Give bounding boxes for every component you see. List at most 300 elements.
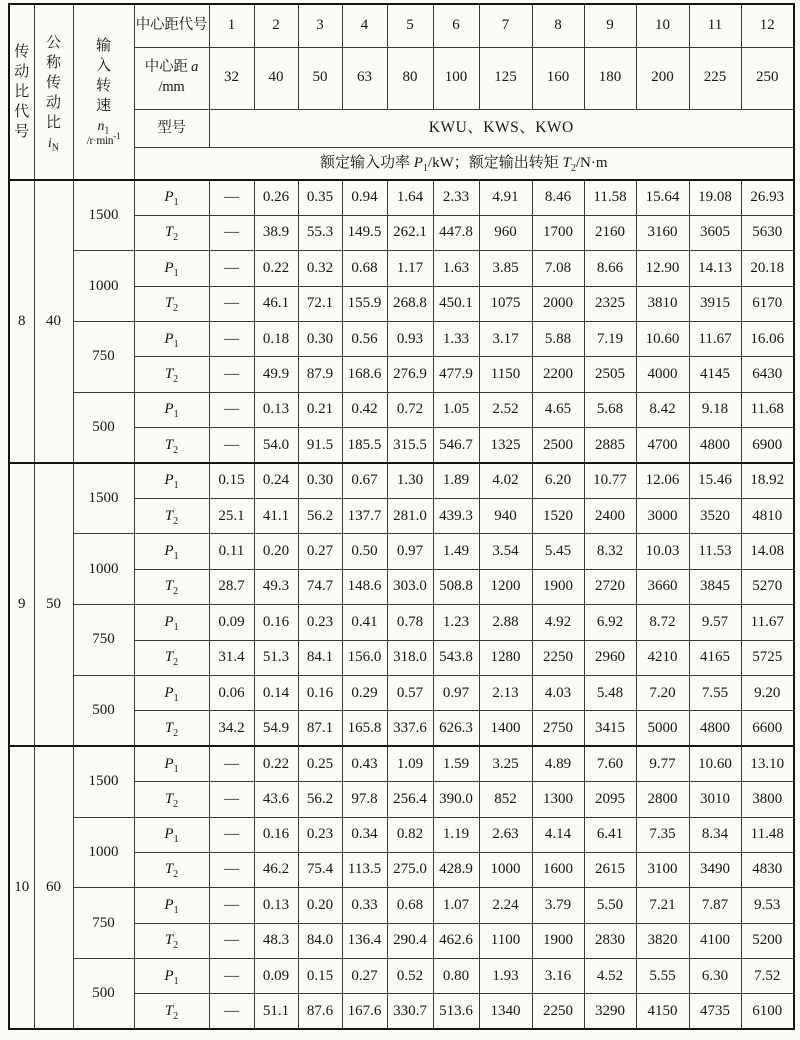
p1-row-label: $P_1$ [134, 463, 209, 498]
p1-value-cell: 10.03 [636, 534, 689, 569]
input-speed-cell: 1000 [73, 817, 134, 888]
p1-value-cell: 4.02 [479, 463, 532, 498]
t2-value-cell: 3520 [689, 499, 741, 534]
p1-value-cell: 5.50 [584, 888, 636, 923]
p1-value-cell: — [209, 180, 254, 215]
p1-value-cell: 8.66 [584, 251, 636, 286]
t2-value-cell: 1600 [532, 852, 584, 887]
p1-value-cell: 7.19 [584, 322, 636, 357]
p1-value-cell: 11.67 [689, 322, 741, 357]
t2-value-cell: 5200 [741, 923, 794, 958]
t2-value-cell: 940 [479, 499, 532, 534]
t2-value-cell: 1325 [479, 428, 532, 463]
p1-value-cell: 11.68 [741, 392, 794, 427]
p1-value-cell: 20.18 [741, 251, 794, 286]
p1-value-cell: 0.57 [387, 675, 433, 710]
nominal-ratio-symbol: $i_N$ [48, 135, 59, 154]
p1-value-cell: 1.59 [433, 746, 479, 781]
center-distance-cell: 100 [433, 47, 479, 109]
t2-value-cell: 6430 [741, 357, 794, 392]
p1-value-cell: — [209, 746, 254, 781]
t2-value-cell: 390.0 [433, 782, 479, 817]
t2-value-cell: 55.3 [298, 215, 342, 250]
p1-value-cell: 0.13 [254, 888, 298, 923]
p1-row-label: $P_1$ [134, 817, 209, 852]
center-distance-cell: 180 [584, 47, 636, 109]
t2-value-cell: 2885 [584, 428, 636, 463]
t2-value-cell: 3000 [636, 499, 689, 534]
t2-value-cell: 3010 [689, 782, 741, 817]
p1-value-cell: 0.15 [298, 959, 342, 994]
p1-value-cell: 0.14 [254, 675, 298, 710]
p1-value-cell: 4.65 [532, 392, 584, 427]
p1-value-cell: 1.93 [479, 959, 532, 994]
t2-value-cell: 34.2 [209, 711, 254, 746]
t2-value-cell: 149.5 [342, 215, 387, 250]
p1-value-cell: 9.20 [741, 675, 794, 710]
p1-row-label: $P_1$ [134, 392, 209, 427]
p1-row-label: $P_1$ [134, 180, 209, 215]
t2-value-cell: 477.9 [433, 357, 479, 392]
t2-value-cell: 4830 [741, 852, 794, 887]
p1-value-cell: 6.20 [532, 463, 584, 498]
t2-value-cell: 4000 [636, 357, 689, 392]
t2-value-cell: 276.9 [387, 357, 433, 392]
p1-value-cell: 7.21 [636, 888, 689, 923]
input-speed-cell: 1500 [73, 463, 134, 534]
p1-row-label: $P_1$ [134, 251, 209, 286]
center-code-cell: 8 [532, 4, 584, 47]
t2-value-cell: 5270 [741, 569, 794, 604]
t2-value-cell: 5000 [636, 711, 689, 746]
t2-value-cell: 28.7 [209, 569, 254, 604]
t2-value-cell: 4100 [689, 923, 741, 958]
p1-value-cell: 5.48 [584, 675, 636, 710]
p1-value-cell: 9.53 [741, 888, 794, 923]
p1-value-cell: 0.43 [342, 746, 387, 781]
p1-row-label: $P_1$ [134, 675, 209, 710]
t2-value-cell: 281.0 [387, 499, 433, 534]
p1-value-cell: 0.67 [342, 463, 387, 498]
t2-value-cell: 290.4 [387, 923, 433, 958]
input-speed-cell: 750 [73, 322, 134, 393]
p1-value-cell: 11.48 [741, 817, 794, 852]
t2-value-cell: 303.0 [387, 569, 433, 604]
t2-value-cell: 168.6 [342, 357, 387, 392]
p1-value-cell: 0.78 [387, 605, 433, 640]
p1-value-cell: 8.32 [584, 534, 636, 569]
t2-value-cell: 31.4 [209, 640, 254, 675]
nominal-ratio-column-header [34, 4, 73, 180]
p1-value-cell: 0.21 [298, 392, 342, 427]
t2-value-cell: 3160 [636, 215, 689, 250]
p1-value-cell: 0.16 [254, 605, 298, 640]
t2-row-label: $T_2$ [134, 852, 209, 887]
center-code-row-label: 中心距代号 [134, 4, 209, 47]
p1-value-cell: 14.08 [741, 534, 794, 569]
p1-value-cell: 5.68 [584, 392, 636, 427]
t2-value-cell: 4700 [636, 428, 689, 463]
t2-value-cell: — [209, 357, 254, 392]
p1-value-cell: 0.94 [342, 180, 387, 215]
p1-value-cell: 3.25 [479, 746, 532, 781]
p1-value-cell: 2.88 [479, 605, 532, 640]
p1-value-cell: 0.30 [298, 463, 342, 498]
center-code-cell: 6 [433, 4, 479, 47]
input-speed-cell: 500 [73, 959, 134, 1030]
t2-value-cell: 56.2 [298, 782, 342, 817]
center-distance-cell: 225 [689, 47, 741, 109]
t2-value-cell: 2960 [584, 640, 636, 675]
p1-value-cell: 1.30 [387, 463, 433, 498]
p1-row-label: $P_1$ [134, 534, 209, 569]
center-distance-unit: /mm [158, 79, 185, 95]
t2-value-cell: 6600 [741, 711, 794, 746]
t2-value-cell: 256.4 [387, 782, 433, 817]
p1-value-cell: 0.72 [387, 392, 433, 427]
t2-value-cell: 3845 [689, 569, 741, 604]
t2-value-cell: 84.0 [298, 923, 342, 958]
ratio-code-cell: 8 [9, 180, 34, 463]
p1-value-cell: 1.49 [433, 534, 479, 569]
p1-row-label: $P_1$ [134, 605, 209, 640]
t2-value-cell: 2500 [532, 428, 584, 463]
p1-value-cell: 1.09 [387, 746, 433, 781]
t2-value-cell: 155.9 [342, 286, 387, 321]
t2-value-cell: 462.6 [433, 923, 479, 958]
t2-value-cell: 4800 [689, 711, 741, 746]
input-speed-cell: 1500 [73, 746, 134, 817]
p1-value-cell: 0.68 [387, 888, 433, 923]
t2-value-cell: 3490 [689, 852, 741, 887]
ratio-code-cell: 10 [9, 746, 34, 1029]
t2-value-cell: 1300 [532, 782, 584, 817]
t2-value-cell: 54.9 [254, 711, 298, 746]
t2-value-cell: 136.4 [342, 923, 387, 958]
p1-value-cell: 19.08 [689, 180, 741, 215]
p1-value-cell: 5.55 [636, 959, 689, 994]
t2-value-cell: 3290 [584, 994, 636, 1029]
t2-value-cell: 447.8 [433, 215, 479, 250]
t2-row-label: $T_2$ [134, 711, 209, 746]
p1-value-cell: 0.09 [254, 959, 298, 994]
p1-value-cell: 0.23 [298, 605, 342, 640]
t2-value-cell: 2830 [584, 923, 636, 958]
p1-value-cell: 7.52 [741, 959, 794, 994]
t2-value-cell: 5630 [741, 215, 794, 250]
center-code-cell: 5 [387, 4, 433, 47]
p1-value-cell: 6.92 [584, 605, 636, 640]
t2-value-cell: 4735 [689, 994, 741, 1029]
p1-value-cell: 15.64 [636, 180, 689, 215]
p1-value-cell: 3.85 [479, 251, 532, 286]
t2-value-cell: 6900 [741, 428, 794, 463]
t2-value-cell: 4145 [689, 357, 741, 392]
t2-value-cell: 4165 [689, 640, 741, 675]
t2-value-cell: 1280 [479, 640, 532, 675]
p1-value-cell: 5.88 [532, 322, 584, 357]
t2-value-cell: 91.5 [298, 428, 342, 463]
p1-value-cell: 1.19 [433, 817, 479, 852]
center-distance-cell: 32 [209, 47, 254, 109]
t2-value-cell: 25.1 [209, 499, 254, 534]
p1-value-cell: 0.24 [254, 463, 298, 498]
p1-value-cell: 4.03 [532, 675, 584, 710]
t2-value-cell: 4800 [689, 428, 741, 463]
t2-value-cell: 546.7 [433, 428, 479, 463]
p1-value-cell: 0.16 [254, 817, 298, 852]
p1-value-cell: 4.92 [532, 605, 584, 640]
p1-value-cell: 7.87 [689, 888, 741, 923]
p1-value-cell: 8.42 [636, 392, 689, 427]
p1-row-label: $P_1$ [134, 959, 209, 994]
t2-value-cell: 626.3 [433, 711, 479, 746]
p1-value-cell: 13.10 [741, 746, 794, 781]
p1-value-cell: 1.17 [387, 251, 433, 286]
p1-value-cell: 0.34 [342, 817, 387, 852]
p1-value-cell: — [209, 959, 254, 994]
t2-value-cell: 428.9 [433, 852, 479, 887]
nominal-ratio-cell: 50 [34, 463, 73, 746]
p1-value-cell: 3.54 [479, 534, 532, 569]
center-code-cell: 10 [636, 4, 689, 47]
p1-value-cell: 0.18 [254, 322, 298, 357]
p1-value-cell: 1.33 [433, 322, 479, 357]
t2-value-cell: 960 [479, 215, 532, 250]
p1-value-cell: 0.35 [298, 180, 342, 215]
p1-value-cell: 7.60 [584, 746, 636, 781]
p1-value-cell: 3.17 [479, 322, 532, 357]
p1-value-cell: 0.16 [298, 675, 342, 710]
t2-value-cell: 74.7 [298, 569, 342, 604]
t2-value-cell: 318.0 [387, 640, 433, 675]
t2-value-cell: 1150 [479, 357, 532, 392]
model-value-cell: KWU、KWS、KWO [209, 109, 794, 147]
p1-value-cell: — [209, 392, 254, 427]
t2-value-cell: 84.1 [298, 640, 342, 675]
p1-value-cell: 0.56 [342, 322, 387, 357]
p1-value-cell: 10.60 [636, 322, 689, 357]
center-code-cell: 7 [479, 4, 532, 47]
p1-value-cell: 0.93 [387, 322, 433, 357]
t2-value-cell: 6100 [741, 994, 794, 1029]
p1-value-cell: 7.08 [532, 251, 584, 286]
t2-value-cell: 87.6 [298, 994, 342, 1029]
p1-value-cell: 0.30 [298, 322, 342, 357]
p1-value-cell: 11.67 [741, 605, 794, 640]
center-code-cell: 1 [209, 4, 254, 47]
t2-value-cell: 2095 [584, 782, 636, 817]
p1-row-label: $P_1$ [134, 322, 209, 357]
p1-value-cell: 0.29 [342, 675, 387, 710]
p1-value-cell: 4.91 [479, 180, 532, 215]
t2-value-cell: 439.3 [433, 499, 479, 534]
t2-value-cell: 46.1 [254, 286, 298, 321]
p1-value-cell: 0.26 [254, 180, 298, 215]
p1-value-cell: 11.58 [584, 180, 636, 215]
t2-value-cell: 113.5 [342, 852, 387, 887]
t2-value-cell: 2800 [636, 782, 689, 817]
p1-value-cell: 1.64 [387, 180, 433, 215]
p1-value-cell: 9.57 [689, 605, 741, 640]
t2-value-cell: 43.6 [254, 782, 298, 817]
center-code-cell: 11 [689, 4, 741, 47]
t2-value-cell: 185.5 [342, 428, 387, 463]
t2-value-cell: 3100 [636, 852, 689, 887]
p1-value-cell: 2.24 [479, 888, 532, 923]
t2-value-cell: 51.1 [254, 994, 298, 1029]
p1-value-cell: 0.27 [298, 534, 342, 569]
t2-value-cell: 6170 [741, 286, 794, 321]
t2-value-cell: 2200 [532, 357, 584, 392]
p1-value-cell: 1.07 [433, 888, 479, 923]
p1-value-cell: 18.92 [741, 463, 794, 498]
input-speed-cell: 500 [73, 675, 134, 746]
p1-value-cell: 0.42 [342, 392, 387, 427]
t2-value-cell: 1900 [532, 923, 584, 958]
t2-value-cell: 2250 [532, 994, 584, 1029]
t2-value-cell: 268.8 [387, 286, 433, 321]
p1-value-cell: — [209, 322, 254, 357]
p1-value-cell: 7.35 [636, 817, 689, 852]
rating-note-cell: 额定输入功率 $P_1/kW$；额定输出转矩 $T_2/N\cdot m$ [134, 147, 794, 180]
center-code-cell: 3 [298, 4, 342, 47]
p1-value-cell: 4.14 [532, 817, 584, 852]
p1-value-cell: 1.63 [433, 251, 479, 286]
p1-row-label: $P_1$ [134, 746, 209, 781]
t2-value-cell: 5725 [741, 640, 794, 675]
t2-value-cell: — [209, 852, 254, 887]
p1-value-cell: 0.25 [298, 746, 342, 781]
t2-value-cell: 2000 [532, 286, 584, 321]
p1-row-label: $P_1$ [134, 888, 209, 923]
t2-row-label: $T_2$ [134, 428, 209, 463]
p1-value-cell: 0.52 [387, 959, 433, 994]
t2-value-cell: 2160 [584, 215, 636, 250]
p1-value-cell: 8.34 [689, 817, 741, 852]
t2-value-cell: — [209, 215, 254, 250]
center-code-cell: 12 [741, 4, 794, 47]
center-distance-row-label [134, 47, 209, 109]
p1-value-cell: 0.50 [342, 534, 387, 569]
center-code-cell: 4 [342, 4, 387, 47]
t2-value-cell: 72.1 [298, 286, 342, 321]
p1-value-cell: 0.27 [342, 959, 387, 994]
p1-value-cell: 9.18 [689, 392, 741, 427]
t2-row-label: $T_2$ [134, 640, 209, 675]
p1-value-cell: 3.16 [532, 959, 584, 994]
t2-row-label: $T_2$ [134, 357, 209, 392]
p1-value-cell: 1.89 [433, 463, 479, 498]
p1-value-cell: 0.06 [209, 675, 254, 710]
t2-value-cell: 1100 [479, 923, 532, 958]
center-code-cell: 9 [584, 4, 636, 47]
t2-value-cell: 97.8 [342, 782, 387, 817]
p1-value-cell: 0.22 [254, 251, 298, 286]
center-distance-cell: 125 [479, 47, 532, 109]
input-speed-cell: 1000 [73, 534, 134, 605]
p1-value-cell: 3.79 [532, 888, 584, 923]
t2-value-cell: — [209, 782, 254, 817]
t2-row-label: $T_2$ [134, 923, 209, 958]
p1-value-cell: 7.55 [689, 675, 741, 710]
p1-value-cell: 10.77 [584, 463, 636, 498]
t2-value-cell: 2505 [584, 357, 636, 392]
t2-value-cell: 4210 [636, 640, 689, 675]
p1-value-cell: 14.13 [689, 251, 741, 286]
p1-value-cell: 0.15 [209, 463, 254, 498]
t2-value-cell: 262.1 [387, 215, 433, 250]
p1-value-cell: 0.32 [298, 251, 342, 286]
ratio-code-column-header [9, 4, 34, 180]
p1-value-cell: 0.11 [209, 534, 254, 569]
t2-value-cell: 1000 [479, 852, 532, 887]
t2-value-cell: 148.6 [342, 569, 387, 604]
p1-value-cell: 6.30 [689, 959, 741, 994]
t2-value-cell: 1400 [479, 711, 532, 746]
t2-value-cell: 513.6 [433, 994, 479, 1029]
p1-value-cell: 0.82 [387, 817, 433, 852]
t2-value-cell: 1700 [532, 215, 584, 250]
t2-value-cell: — [209, 923, 254, 958]
p1-value-cell: 1.23 [433, 605, 479, 640]
t2-value-cell: 2750 [532, 711, 584, 746]
t2-value-cell: — [209, 428, 254, 463]
center-distance-cell: 160 [532, 47, 584, 109]
t2-row-label: $T_2$ [134, 782, 209, 817]
p1-value-cell: 4.52 [584, 959, 636, 994]
p1-value-cell: 2.33 [433, 180, 479, 215]
center-code-cell: 2 [254, 4, 298, 47]
t2-row-label: $T_2$ [134, 994, 209, 1029]
p1-value-cell: 0.97 [387, 534, 433, 569]
t2-value-cell: 1900 [532, 569, 584, 604]
t2-row-label: $T_2$ [134, 215, 209, 250]
t2-value-cell: 167.6 [342, 994, 387, 1029]
p1-value-cell: 6.41 [584, 817, 636, 852]
t2-row-label: $T_2$ [134, 286, 209, 321]
center-distance-cell: 250 [741, 47, 794, 109]
t2-value-cell: 3415 [584, 711, 636, 746]
p1-value-cell: 0.20 [254, 534, 298, 569]
p1-value-cell: 1.05 [433, 392, 479, 427]
t2-value-cell: 1075 [479, 286, 532, 321]
p1-value-cell: 8.46 [532, 180, 584, 215]
t2-value-cell: 4810 [741, 499, 794, 534]
t2-row-label: $T_2$ [134, 499, 209, 534]
p1-value-cell: 10.60 [689, 746, 741, 781]
gear-reducer-spec-table [8, 3, 795, 1030]
center-distance-label: 中心距 a [144, 59, 199, 76]
p1-value-cell: 11.53 [689, 534, 741, 569]
center-distance-cell: 80 [387, 47, 433, 109]
t2-value-cell: 3605 [689, 215, 741, 250]
p1-value-cell: 0.97 [433, 675, 479, 710]
t2-value-cell: 315.5 [387, 428, 433, 463]
input-speed-cell: 750 [73, 605, 134, 676]
t2-value-cell: 3915 [689, 286, 741, 321]
t2-value-cell: 75.4 [298, 852, 342, 887]
t2-value-cell: 330.7 [387, 994, 433, 1029]
p1-value-cell: 26.93 [741, 180, 794, 215]
input-speed-unit: $/r\cdot\min^{-1}$ [86, 131, 121, 147]
p1-value-cell: 2.13 [479, 675, 532, 710]
t2-value-cell: 337.6 [387, 711, 433, 746]
t2-value-cell: 38.9 [254, 215, 298, 250]
t2-value-cell: — [209, 994, 254, 1029]
p1-value-cell: 0.23 [298, 817, 342, 852]
t2-value-cell: 87.9 [298, 357, 342, 392]
